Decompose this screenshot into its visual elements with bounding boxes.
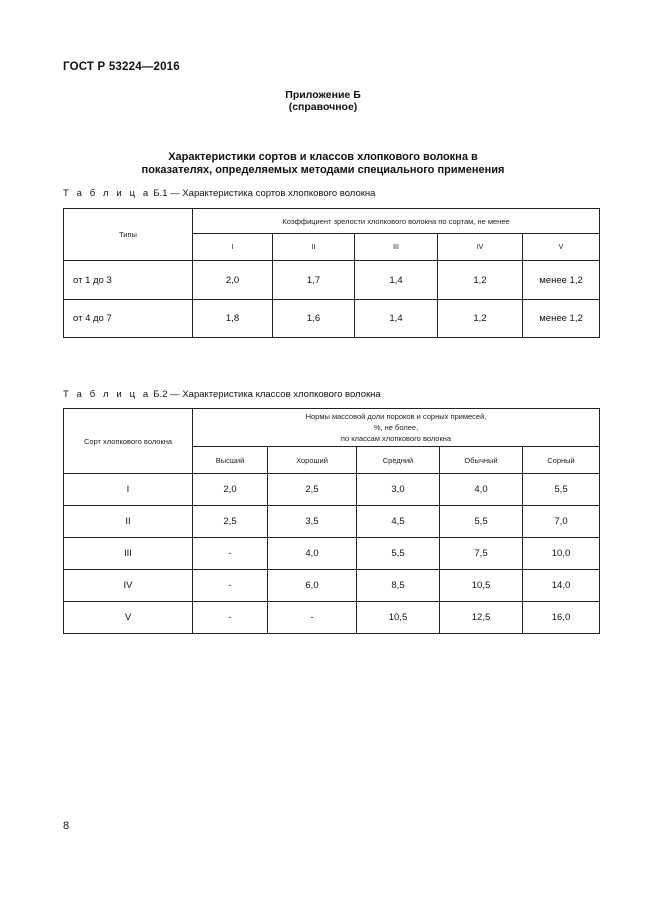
table-b2 [63,408,600,634]
table2-row-label: III [64,538,193,570]
table2-row-header: Сорт хлопкового волокна [64,409,193,474]
table2-cell: 6,0 [268,570,357,602]
table1-cell: 1,4 [355,300,438,338]
table2-caption-text: Б.2 — Характеристика классов хлопкового волокна [150,389,381,400]
table1-column-header: I [193,234,273,261]
table2-row-label: II [64,506,193,538]
table2-cell: 2,5 [193,506,268,538]
table1-cell: менее 1,2 [523,261,600,300]
table2-cell: 4,0 [440,474,523,506]
table1-column-header: II [273,234,355,261]
table1-row-label: от 4 до 7 [64,300,193,338]
table2-column-header: Обычный [440,447,523,474]
table1-column-header: IV [438,234,523,261]
table2-cell: 12,5 [440,602,523,634]
table2-cell: - [268,602,357,634]
table2-column-header: Средний [357,447,440,474]
table2-column-header: Сорный [523,447,600,474]
table1-cell: 1,4 [355,261,438,300]
table-row [64,602,600,634]
table2-cell: 5,5 [357,538,440,570]
table2-cell: 14,0 [523,570,600,602]
table2-group-header-line: %, не более, [373,423,419,432]
table2-cell: 4,0 [268,538,357,570]
table1-row-label: от 1 до 3 [64,261,193,300]
document-code: ГОСТ Р 53224—2016 [63,61,180,73]
table2-row-label: V [64,602,193,634]
table2-cell: - [193,538,268,570]
table-b1 [63,208,600,338]
table1-cell: 1,2 [438,300,523,338]
section-heading-line2: показателях, определяемых методами специального применения [141,164,505,176]
table-row [64,300,600,338]
table1-caption-text: Б.1 — Характеристика сортов хлопкового волокна [150,188,376,199]
table2-column-header: Хороший [268,447,357,474]
table-row [64,474,600,506]
table1-cell: 1,2 [438,261,523,300]
table2-cell: 16,0 [523,602,600,634]
table2-cell: 3,0 [357,474,440,506]
table2-cell: 7,0 [523,506,600,538]
table2-cell: 10,0 [523,538,600,570]
table-row [64,570,600,602]
table2-cell: 2,0 [193,474,268,506]
table1-cell: 1,8 [193,300,273,338]
table1-column-header: III [355,234,438,261]
table1-cell: 1,7 [273,261,355,300]
table1-caption [63,188,375,199]
page-number: 8 [63,820,70,832]
table-row [64,538,600,570]
table1-cell: 1,6 [273,300,355,338]
table2-cell: 4,5 [357,506,440,538]
table2-group-header-line: Нормы массовой доли пороков и сорных примесей, [305,412,487,421]
annex-title: Приложение Б [285,89,361,101]
table2-cell: 10,5 [440,570,523,602]
table2-caption [63,389,381,400]
table2-cell: - [193,602,268,634]
table2-cell: 3,5 [268,506,357,538]
table1-row-header: Типы [64,209,193,261]
table1-column-header: V [523,234,600,261]
table1-cell: менее 1,2 [523,300,600,338]
table1-group-header: Коэффициент зрелости хлопкового волокна по сортам, не менее [193,209,600,234]
table2-cell: 2,5 [268,474,357,506]
table2-column-header: Высший [193,447,268,474]
table2-cell: 8,5 [357,570,440,602]
table1-caption-prefix: Т а б л и ц а [63,188,151,199]
table2-cell: 5,5 [523,474,600,506]
table2-group-header [193,409,600,447]
table2-caption-prefix: Т а б л и ц а [63,389,151,400]
table1-cell: 2,0 [193,261,273,300]
table2-row-label: I [64,474,193,506]
table2-group-header-line: по классам хлопкового волокна [340,434,452,443]
table-row [64,261,600,300]
table2-cell: 10,5 [357,602,440,634]
table2-cell: 7,5 [440,538,523,570]
table2-cell: - [193,570,268,602]
annex-subtitle: (справочное) [288,101,358,113]
section-heading-line1: Характеристики сортов и классов хлопкового волокна в [168,151,478,163]
table2-cell: 5,5 [440,506,523,538]
table2-row-label: IV [64,570,193,602]
table-row [64,506,600,538]
